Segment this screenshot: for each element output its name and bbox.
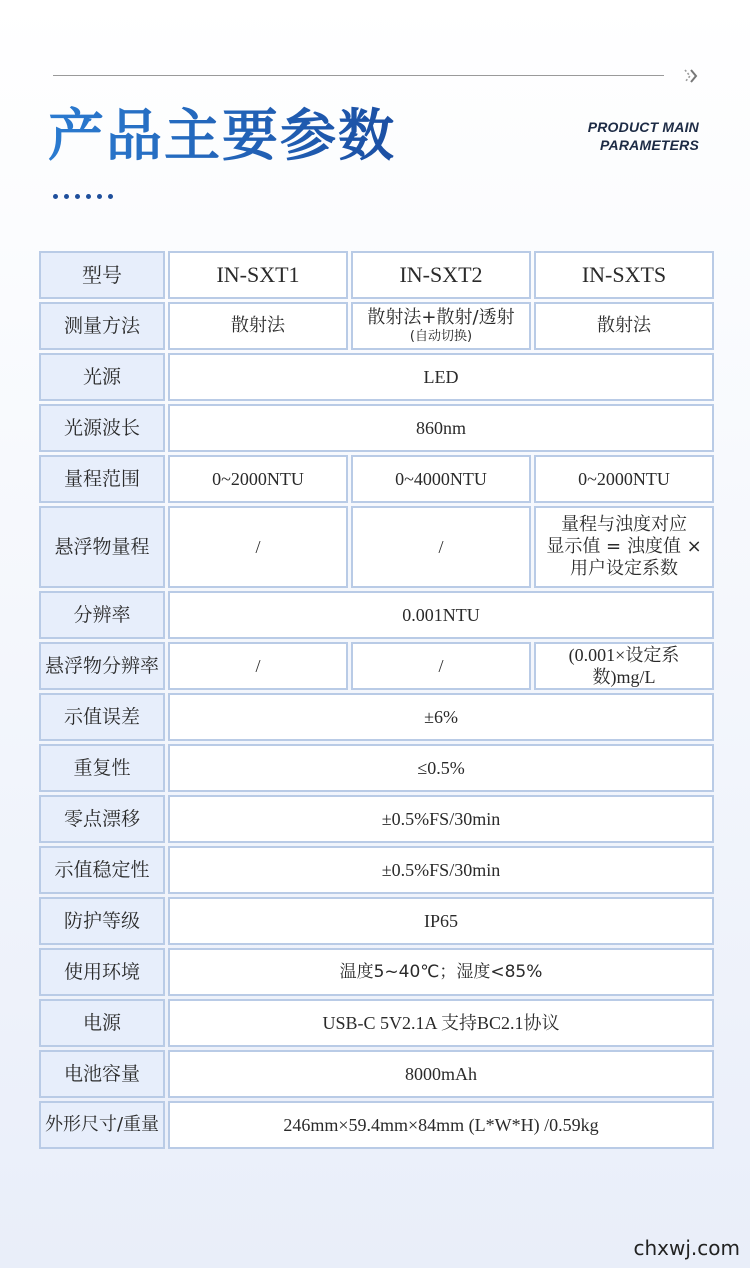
row-label: 零点漂移 <box>39 795 165 843</box>
table-cell: ±0.5%FS/30min <box>168 795 714 843</box>
page-title: 产品主要参数 <box>48 96 396 176</box>
table-cell: ≤0.5% <box>168 744 714 792</box>
row-label: 悬浮物量程 <box>39 506 165 588</box>
row-label: 使用环境 <box>39 948 165 996</box>
row-label: 光源 <box>39 353 165 401</box>
table-row <box>39 591 714 639</box>
row-label: 量程范围 <box>39 455 165 503</box>
table-row <box>39 897 714 945</box>
row-label: 分辨率 <box>39 591 165 639</box>
model-header: IN-SXTS <box>534 251 714 299</box>
table-cell: 8000mAh <box>168 1050 714 1098</box>
double-chevron-right-icon <box>680 64 704 88</box>
table-row <box>39 1050 714 1098</box>
row-label: 防护等级 <box>39 897 165 945</box>
table-cell: 246mm×59.4mm×84mm (L*W*H) /0.59kg <box>168 1101 714 1149</box>
row-label: 外形尺寸/重量 <box>39 1101 165 1149</box>
watermark: chxwj.com <box>633 1236 740 1260</box>
subtitle-line-2: PARAMETERS <box>600 137 699 153</box>
table-cell: 散射法 <box>534 302 714 350</box>
cell-line: 显示值 = 浊度值 × <box>546 536 702 557</box>
table-cell: 0~2000NTU <box>534 455 714 503</box>
cell-line: 用户设定系数 <box>570 558 678 579</box>
table-row <box>39 999 714 1047</box>
table-cell: ±6% <box>168 693 714 741</box>
table-row <box>39 455 714 503</box>
table-cell: / <box>351 506 531 588</box>
table-row <box>39 846 714 894</box>
table-cell: LED <box>168 353 714 401</box>
decorative-dots <box>53 194 113 200</box>
table-cell: 0.001NTU <box>168 591 714 639</box>
table-cell: ±0.5%FS/30min <box>168 846 714 894</box>
cell-line: 量程与浊度对应 <box>561 514 687 535</box>
table-cell: 散射法 <box>168 302 348 350</box>
row-label: 电源 <box>39 999 165 1047</box>
table-cell: (0.001×设定系数)mg/L <box>534 642 714 690</box>
table-cell: / <box>351 642 531 690</box>
table-row <box>39 744 714 792</box>
row-label: 测量方法 <box>39 302 165 350</box>
table-row <box>39 404 714 452</box>
row-label: 光源波长 <box>39 404 165 452</box>
page-subtitle <box>588 118 699 154</box>
table-cell <box>534 506 714 588</box>
subtitle-line-1: PRODUCT MAIN <box>587 119 699 135</box>
header-rule <box>53 75 664 76</box>
row-label: 电池容量 <box>39 1050 165 1098</box>
row-label: 型号 <box>39 251 165 299</box>
table-row <box>39 948 714 996</box>
table-cell: / <box>168 642 348 690</box>
table-cell: USB-C 5V2.1A 支持BC2.1协议 <box>168 999 714 1047</box>
table-row <box>39 642 714 690</box>
model-header: IN-SXT1 <box>168 251 348 299</box>
table-row <box>39 353 714 401</box>
parameter-table <box>36 248 717 1152</box>
table-cell: 0~2000NTU <box>168 455 348 503</box>
table-row <box>39 693 714 741</box>
table-cell: 温度5~40℃；湿度<85% <box>168 948 714 996</box>
table-cell: IP65 <box>168 897 714 945</box>
table-cell: 0~4000NTU <box>351 455 531 503</box>
row-label: 悬浮物分辨率 <box>39 642 165 690</box>
table-cell: 860nm <box>168 404 714 452</box>
table-row <box>39 506 714 588</box>
model-header: IN-SXT2 <box>351 251 531 299</box>
row-label: 重复性 <box>39 744 165 792</box>
row-label: 示值稳定性 <box>39 846 165 894</box>
cell-note: (自动切换) <box>409 329 473 344</box>
table-cell <box>351 302 531 350</box>
table-row <box>39 251 714 299</box>
row-label: 示值误差 <box>39 693 165 741</box>
table-row <box>39 795 714 843</box>
table-cell: / <box>168 506 348 588</box>
cell-text: 散射法+散射/透射 <box>367 307 515 328</box>
table-row <box>39 302 714 350</box>
table-row <box>39 1101 714 1149</box>
